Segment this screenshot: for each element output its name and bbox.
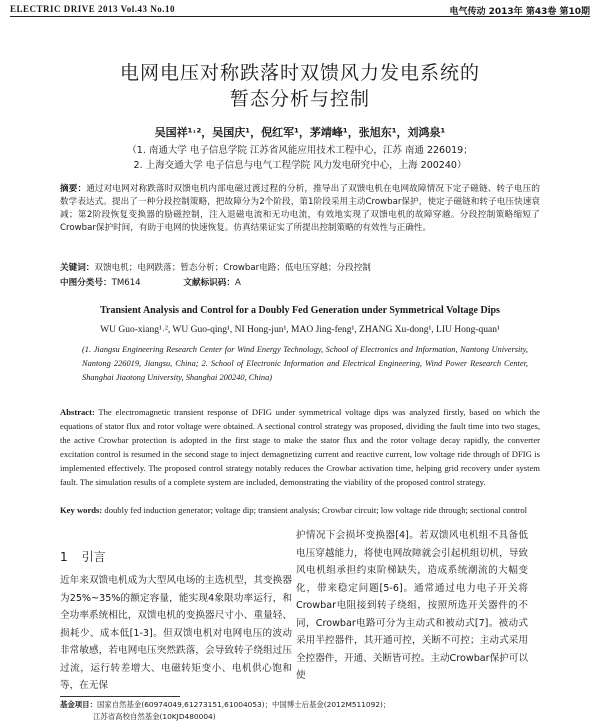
section-title: 引言: [81, 550, 106, 564]
authors-cn: 吴国祥¹˒²，吴国庆¹，倪红军¹，茅靖峰¹，张旭东¹，刘鸿泉¹: [154, 126, 446, 139]
keywords-en: [60, 503, 540, 517]
classification-line: [60, 276, 540, 288]
keywords-en-text: doubly fed induction generator; voltage dip; transient analysis; Crowbar circuit; low voltage ride through; sectional control: [104, 505, 528, 515]
clc-number: [60, 278, 141, 288]
clc-value: TM614: [111, 278, 141, 288]
funding-label: 基金项目：: [60, 700, 97, 709]
running-header: [10, 2, 590, 17]
abstract-cn-text: 通过对电网对称跌落时双馈电机内部电磁过渡过程的分析，推导出了双馈电机在电网故障情况下定子磁链、转子电压的数学表达式。提出了一种分段控制策略，把故障分为2个阶段，第1阶段采用主动Crowbar保护，使定子磁链和转子电压快速衰减；第2阶段恢复变换器的励磁控制，注入退磁电流和无功电流，有效地实现了双馈电机的故障穿越。分段控制策略缩短了Crowbar保护时间，有助于电网的快速恢复。仿真结果证实了所提出控制策略的有效性与正确性。: [60, 184, 540, 233]
paper-title-line-1: 电网电压对称跌落时双馈风力发电系统的: [119, 62, 480, 84]
footnote-divider: [60, 696, 180, 697]
journal-name-cn: 电气传动 2013年 第43卷 第10期: [449, 7, 590, 17]
journal-name-en: ELECTRIC DRIVE 2013 Vol.43 No.10: [10, 4, 176, 14]
section-heading: [60, 548, 120, 565]
section-number: 1: [60, 550, 68, 564]
abstract-en-text: The electromagnetic transient response of DFIG under symmetrical voltage dips was analyzed firstly, based on which the equations of stator flux and rotor voltage were obtained. A sectional control strategy was proposed, dividing the fault time into two stages, the active Crowbar protection is adopted in the first stage to make the stator flux and the rotor voltage decay rapidly, the converter excitation control is resumed in the second stage to inject demagnetizing current and reactive current, low voltage ride through of DFIG is implemented effectively. The proposed control strategy notably reduces the Crowbar activation time, helping grid recovery under system fault. The simulation results of a complete system are included, demonstrating the viability of the proposed control strategy.: [60, 407, 540, 487]
authors-en: WU Guo-xiang¹˒², WU Guo-qing¹, NI Hong-jun¹, MAO Jing-feng¹, ZHANG Xu-dong¹, LIU Hong-quan¹: [100, 325, 500, 335]
funding-line-2: 江苏省高校自然基金(10KJD480004): [93, 712, 216, 721]
document-code: [183, 278, 240, 288]
funding-line-1: 国家自然基金(60974049,61273151,61004053)；中国博士后基金(2012M511092)；: [96, 700, 391, 709]
keywords-cn-text: 双馈电机；电网跌落；暂态分析；Crowbar电路；低电压穿越；分段控制: [94, 263, 371, 273]
body-text-left-column: 近年来双馈电机成为大型风电场的主选机型，其变换器为25%~35%的额定容量，能实现4象限功率运行，和全功率系统相比，双馈电机的变换器尺寸小、重量轻、损耗少、成本低[1-3]。但双馈电机对电网电压的波动非常敏感，若电网电压突然跌落，会导致转子绕组过压过流，运行转差增大、电磁转矩变小、电机供心饱和等，在无保: [60, 575, 292, 691]
keywords-cn-label: 关键词：: [60, 263, 95, 273]
footnote-funding: [60, 699, 390, 710]
doc-code-label: 文献标识码：: [183, 278, 235, 288]
abstract-cn-label: 摘要：: [60, 184, 87, 194]
abstract-en: [60, 405, 540, 489]
keywords-en-label: Key words:: [60, 505, 103, 515]
paper-title-en: Transient Analysis and Control for a Doubly Fed Generation under Symmetrical Voltage Dips: [100, 305, 500, 316]
affiliation-cn-1: （1. 南通大学 电子信息学院 江苏省风能应用技术工程中心，江苏 南通 226019；: [127, 145, 473, 156]
body-text-right-column: 护情况下会损坏变换器[4]。若双馈风电机组不具备低电压穿越能力，将使电网故障就会引起机组切机，导致风电机组承担约束阶梯缺失，造成系统潮流的大幅变化，带来稳定问题[5-6]。通常通过电力电子开关将Crowbar电阻接到转子绕组，按照所选开关器件的不同，Crowbar电路可分为主动式和被动式[7]。被动式采用半控器件，其开通可控，关断不可控；主动式采用全控器件，开通、关断皆可控。主动Crowbar保护可以使: [296, 530, 528, 681]
keywords-cn: [60, 261, 540, 273]
abstract-en-label: Abstract:: [60, 407, 95, 417]
clc-label: 中图分类号：: [60, 278, 112, 288]
doc-code-value: A: [234, 278, 241, 288]
abstract-cn: [60, 183, 540, 235]
affiliations-en: (1. Jiangsu Engineering Research Center for Wind Energy Technology, School of Electronics and Information, Nantong University, Nantong 226019, Jiangsu, China; 2. School of Electronic Information and Electrical Engineering, Wind Power Research Center, Shanghai Jiaotong University, Shanghai 200240, China): [82, 345, 528, 382]
paper-title-line-2: 暂态分析与控制: [229, 88, 370, 110]
affiliation-cn-2: 2. 上海交通大学 电子信息与电气工程学院 风力发电研究中心，上海 200240）: [133, 160, 467, 171]
